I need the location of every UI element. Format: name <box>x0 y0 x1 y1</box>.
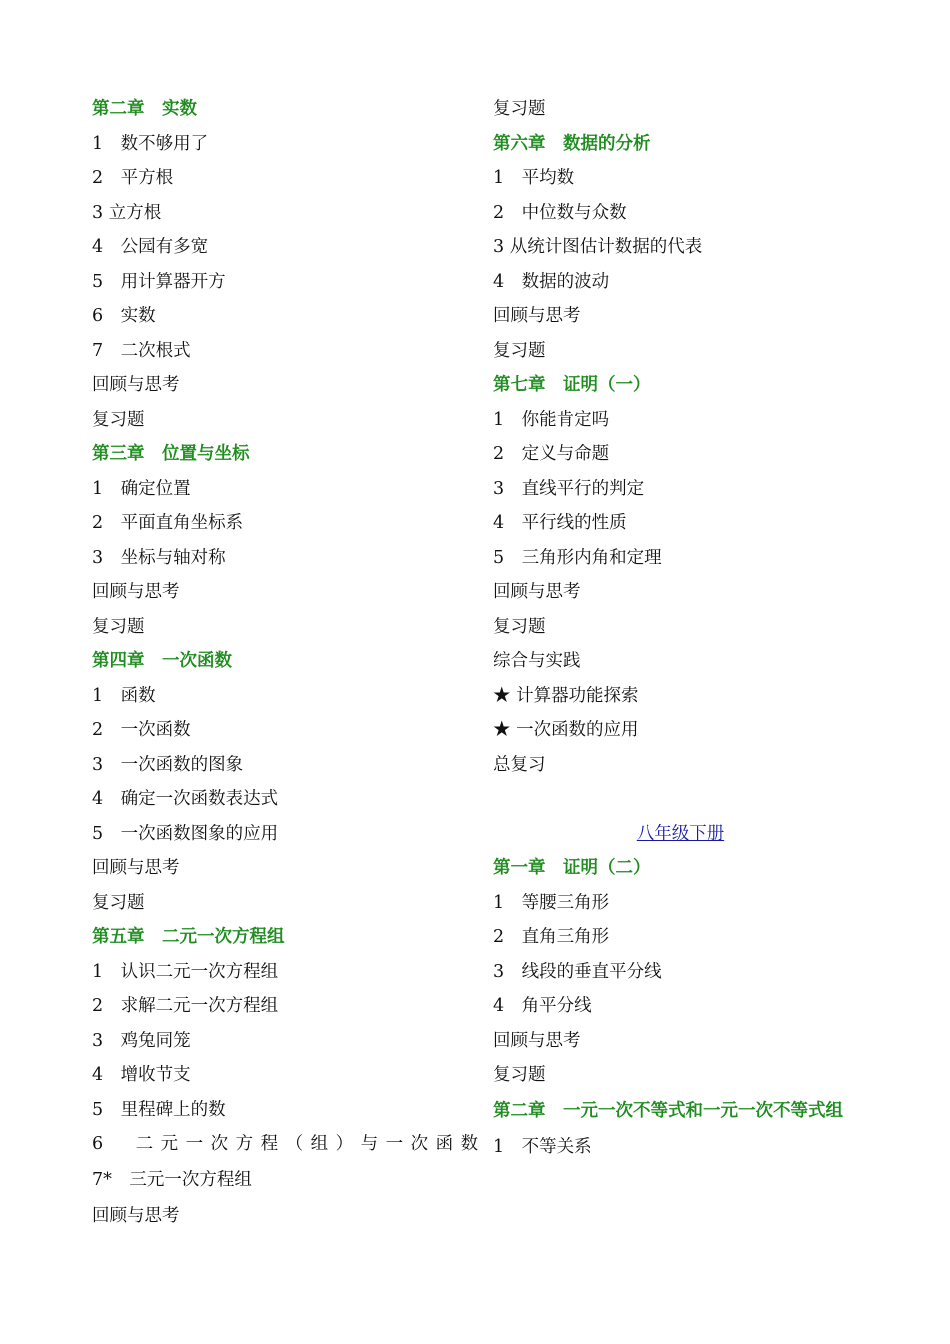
chapter-heading: 第七章 证明（一） <box>493 375 651 395</box>
section-item: 2 平面直角坐标系 <box>92 513 244 533</box>
section-item: 6 实数 <box>92 306 156 326</box>
chapter-heading: 第四章 一次函数 <box>92 651 232 671</box>
section-item: 4 数据的波动 <box>493 271 610 292</box>
section-item: 回顾与思考 <box>92 582 180 602</box>
section-item: 1 确定位置 <box>92 478 191 499</box>
section-item: 综合与实践 <box>493 651 581 671</box>
section-item: 复习题 <box>92 409 145 430</box>
section-item: 1 认识二元一次方程组 <box>92 961 279 982</box>
chapter-heading: 第六章 数据的分析 <box>493 133 651 154</box>
section-item: 2 直角三角形 <box>493 927 610 947</box>
section-item: 复习题 <box>493 340 546 361</box>
section-item: 4 增收节支 <box>92 1065 191 1085</box>
section-item: 3 从统计图估计数据的代表 <box>493 237 703 257</box>
chapter-heading: 第二章 实数 <box>92 99 197 119</box>
section-item: 回顾与思考 <box>92 1205 180 1226</box>
volume-title <box>493 817 868 852</box>
section-item: 3 坐标与轴对称 <box>92 547 226 568</box>
section-item: 1 数不够用了 <box>92 133 209 154</box>
section-item: 2 平方根 <box>92 168 174 188</box>
toc-left-column <box>92 92 486 1233</box>
section-item: 3 直线平行的判定 <box>493 478 645 499</box>
volume-title-link[interactable]: 八年级下册 <box>636 823 725 844</box>
section-item: ★ 一次函数的应用 <box>493 720 639 740</box>
section-item: 4 平行线的性质 <box>493 513 627 533</box>
section-item: 5 里程碑上的数 <box>92 1099 226 1120</box>
section-item: 7* 三元一次方程组 <box>92 1169 252 1190</box>
section-item: 4 公园有多宽 <box>92 237 209 257</box>
section-item: 5 一次函数图象的应用 <box>92 823 279 844</box>
section-item: 5 用计算器开方 <box>92 271 226 292</box>
section-item: 回顾与思考 <box>493 306 581 326</box>
chapter-heading: 第一章 证明（二） <box>493 858 651 878</box>
section-item: 3 鸡兔同笼 <box>92 1030 191 1051</box>
section-item: 回顾与思考 <box>493 582 581 602</box>
section-item: 复习题 <box>92 616 145 637</box>
section-item: 7 二次根式 <box>92 340 191 361</box>
chapter-heading: 第五章 二元一次方程组 <box>92 927 285 947</box>
section-item: 1 函数 <box>92 685 156 706</box>
section-item: 3 一次函数的图象 <box>92 754 244 775</box>
section-item: 复习题 <box>92 892 145 913</box>
section-item: 3 线段的垂直平分线 <box>493 961 662 982</box>
chapter-heading: 第三章 位置与坐标 <box>92 444 250 464</box>
blank-line <box>493 782 868 817</box>
section-item: 2 一次函数 <box>92 720 191 740</box>
section-item: 6 二元一次方程（组）与一次函数 <box>92 1134 486 1154</box>
section-item: 1 平均数 <box>493 168 575 188</box>
section-item: 复习题 <box>493 616 546 637</box>
section-item: 1 你能肯定吗 <box>493 409 610 430</box>
chapter-heading: 第二章 一元一次不等式和一元一次不等式组 <box>493 1100 843 1121</box>
section-item: ★ 计算器功能探索 <box>493 685 639 706</box>
section-item: 1 等腰三角形 <box>493 892 610 913</box>
section-item: 5 三角形内角和定理 <box>493 547 662 568</box>
section-item: 回顾与思考 <box>92 375 180 395</box>
section-item: 4 角平分线 <box>493 996 592 1016</box>
section-item: 回顾与思考 <box>92 858 180 878</box>
section-item: 1 不等关系 <box>493 1136 592 1157</box>
section-item: 4 确定一次函数表达式 <box>92 789 279 809</box>
section-item: 2 定义与命题 <box>493 444 610 464</box>
section-item: 回顾与思考 <box>493 1030 581 1051</box>
section-item: 复习题 <box>493 1065 546 1085</box>
section-item: 3 立方根 <box>92 202 162 223</box>
section-item: 2 求解二元一次方程组 <box>92 996 279 1016</box>
toc-right-column <box>493 92 868 1164</box>
section-item: 2 中位数与众数 <box>493 202 627 223</box>
section-item: 总复习 <box>493 754 546 775</box>
section-item: 复习题 <box>493 99 546 119</box>
